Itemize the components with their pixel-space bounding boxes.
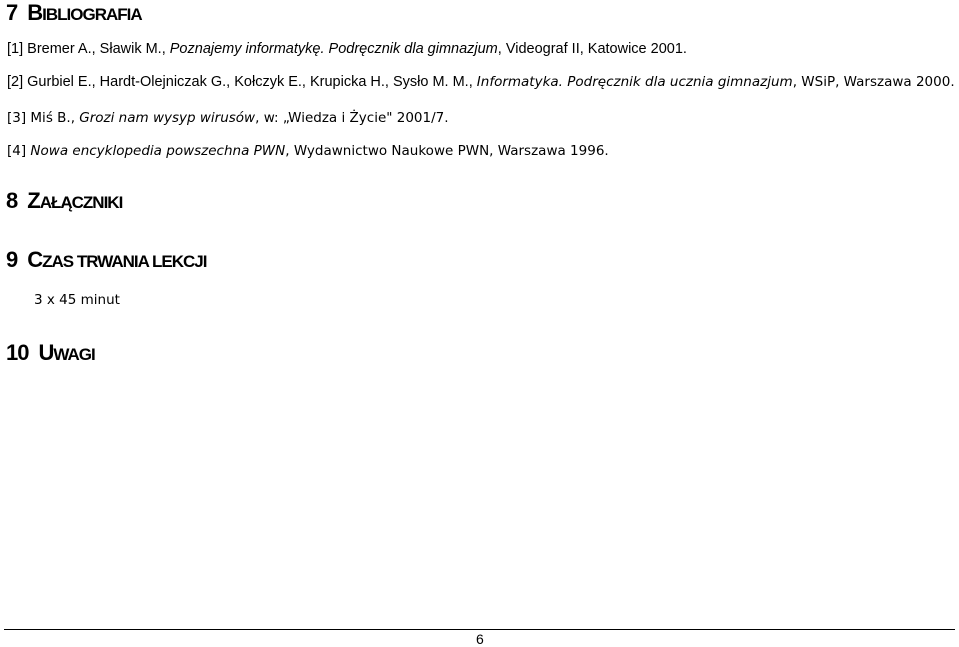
section-title-initial: U [38, 340, 54, 365]
section-title-initial: Z [27, 188, 40, 213]
reference-title: Nowa encyklopedia powszechna PWN [30, 143, 286, 159]
section-title-rest: AŁĄCZNIKI [39, 193, 123, 212]
section-heading-zalaczniki [6, 188, 122, 216]
reference-authors: [3] Miś B., [7, 110, 80, 126]
section-number: 8 [6, 188, 18, 213]
reference-title: Grozi nam wysyp wirusów [79, 110, 256, 126]
section-number: 7 [6, 0, 18, 25]
section-heading-czas-trwania [6, 247, 206, 275]
lesson-duration: 3 x 45 minut [34, 292, 120, 308]
section-title-rest: ZAS TRWANIA LEKCJI [42, 252, 207, 271]
reference-publisher: , WSiP, Warszawa 2000. [792, 74, 955, 90]
section-title-rest: IBLIOGRAFIA [42, 5, 142, 24]
reference-authors: [2] Gurbiel E., Hardt-Olejniczak G., Kołczyk E., Krupicka H., Sysło M. M., [7, 74, 477, 90]
section-number: 10 [6, 340, 29, 365]
section-heading-uwagi [6, 340, 95, 368]
reference-item [7, 40, 687, 58]
reference-title: Poznajemy informatykę. Podręcznik dla gimnazjum [169, 41, 498, 57]
reference-publisher: , Wydawnictwo Naukowe PWN, Warszawa 1996. [285, 143, 609, 159]
section-title-initial: B [27, 0, 43, 25]
section-title-initial: C [27, 247, 43, 272]
page-number: 6 [476, 631, 484, 647]
reference-item [7, 142, 609, 160]
section-title-rest: WAGI [53, 345, 95, 364]
reference-item [7, 109, 449, 127]
reference-authors: [1] Bremer A., Sławik M., [7, 41, 170, 57]
footer-divider [4, 629, 955, 630]
reference-item [7, 73, 955, 91]
reference-title: Informatyka. Podręcznik dla ucznia gimnazjum [476, 74, 793, 90]
reference-publisher: , Videograf II, Katowice 2001. [497, 41, 687, 57]
section-heading-bibliografia [6, 0, 142, 28]
reference-publisher: , w: „Wiedza i Życie" 2001/7. [255, 110, 449, 126]
reference-authors: [4] [7, 143, 31, 159]
section-number: 9 [6, 247, 18, 272]
